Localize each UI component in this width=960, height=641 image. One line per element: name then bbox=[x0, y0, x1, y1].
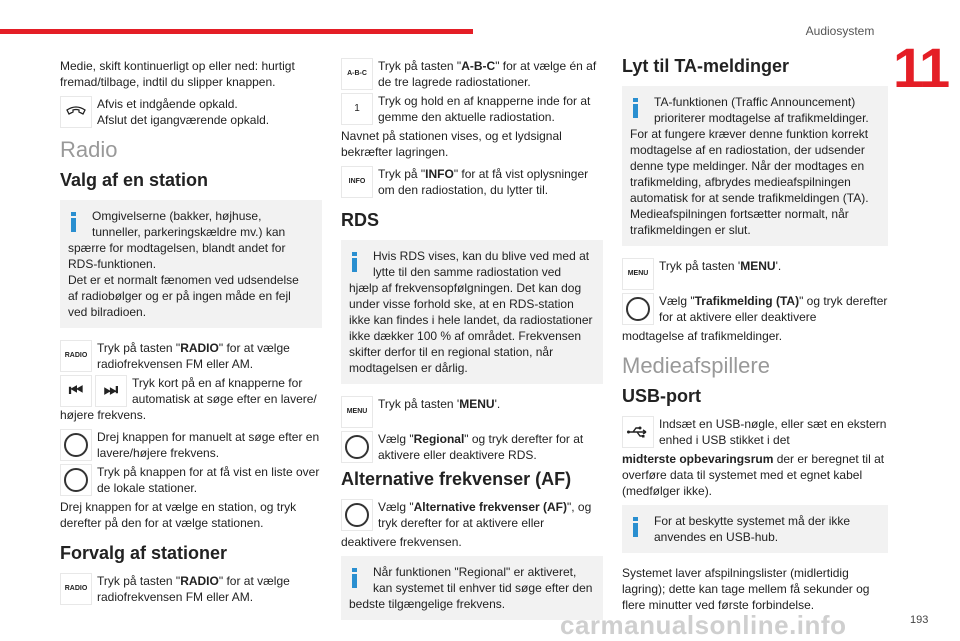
column-1 bbox=[60, 58, 322, 608]
radio-button-icon: RADIO bbox=[60, 573, 92, 605]
skip-text: Tryk kort på en af knapperne for automatisk at søge efter en lavere/ bbox=[132, 376, 317, 406]
af-tail: deaktivere frekvensen. bbox=[341, 535, 462, 549]
traffic-text: Vælg "Trafikmelding (TA)" og tryk derefter for at aktivere eller deaktivere bbox=[659, 294, 888, 324]
menu-row bbox=[341, 396, 603, 428]
rotary-knob-icon bbox=[341, 499, 373, 531]
usb-heading: USB-port bbox=[622, 386, 701, 406]
rds-heading: RDS bbox=[341, 210, 380, 230]
radio-text: Tryk på tasten "RADIO" for at vælge radiofrekvensen FM eller AM. bbox=[97, 341, 290, 371]
af-text: Vælg "Alternative frekvenser (AF)", og tryk derefter for at aktivere eller bbox=[378, 500, 592, 530]
note-rds bbox=[341, 240, 603, 384]
preset-one-row bbox=[341, 93, 603, 125]
af-row bbox=[341, 499, 603, 531]
info-button-icon: INFO bbox=[341, 166, 373, 198]
section-title: Audiosystem bbox=[805, 24, 875, 38]
radio-row-2 bbox=[60, 573, 322, 605]
phone-text: Afvis et indgående opkald. Afslut det igangværende opkald. bbox=[97, 97, 270, 127]
rotary-knob-icon bbox=[60, 429, 92, 461]
page-number: 193 bbox=[910, 614, 929, 626]
note-rest: spærre for modtagelsen, blandt andet for RDS-funktionen. Det er et normalt fænomen ved udsendelse af radiobølger og er på ingen måde en fejl ved bilradioen. bbox=[68, 241, 299, 319]
radio-row bbox=[60, 340, 322, 372]
radio-heading: Radio bbox=[60, 137, 118, 162]
info-row bbox=[341, 166, 603, 198]
note-reception bbox=[60, 200, 322, 328]
usb-text: Indsæt en USB-nøgle, eller sæt en ekstern enhed i USB stikket i det bbox=[659, 417, 887, 447]
preset-one-icon: 1 bbox=[341, 93, 373, 125]
skip-row bbox=[60, 375, 322, 407]
skip-tail: højere frekvens. bbox=[60, 408, 147, 422]
info-icon bbox=[351, 568, 359, 588]
note-first-line: Omgivelserne (bakker, højhuse, tunneller, parkeringskældre mv.) kan bbox=[92, 209, 286, 239]
note-first-line: For at beskytte systemet må der ikke anvendes en USB-hub. bbox=[654, 514, 851, 544]
one-text: Tryk og hold en af knapperne inde for at gemme den aktuelle radiostation. bbox=[378, 94, 591, 124]
skip-back-icon: ⏮ bbox=[60, 375, 92, 407]
abc-button-icon: A-B-C bbox=[341, 58, 373, 90]
phone-row bbox=[60, 96, 322, 128]
media-intro: Medie, skift kontinuerligt op eller ned: hurtigt fremad/tilbage, indtil du slipper knappen. bbox=[60, 59, 295, 89]
ta-heading: Lyt til TA-meldinger bbox=[622, 56, 790, 76]
watermark: carmanualsonline.info bbox=[560, 610, 847, 640]
top-accent-bar bbox=[0, 29, 473, 34]
knob2-tail: Drej knappen for at vælge en station, og tryk derefter på den for at vælge stationen. bbox=[60, 500, 297, 530]
traffic-row bbox=[622, 293, 888, 325]
knob2-text: Tryk på knappen for at få vist en liste over de lokale stationer. bbox=[97, 465, 320, 495]
note-rest: For at fungere kræver denne funktion korrekt modtagelse af en radiostation, der udsender denne type meldinger. Når der modtages en trafikmelding, afbrydes medieafspilningen automatisk for at sende trafikmeldingen (TA). Medieafspilningen fortsætter normalt, når trafikmeldingen er slut. bbox=[630, 127, 869, 237]
menu-button-icon: MENU bbox=[341, 396, 373, 428]
note-rest: hjælp af frekvensopfølgningen. Det kan dog under visse forhold ske, at en RDS-station ikke kan findes i hele landet, da radiostationer ikke dækker 100 % af området. Frekvensen skifter derfor til en regional station, når modtagelsen er dårlig. bbox=[349, 281, 593, 375]
usb-icon bbox=[622, 416, 654, 448]
skip-forward-icon: ⏭ bbox=[95, 375, 127, 407]
radio2-text: Tryk på tasten "RADIO" for at vælge radiofrekvensen FM eller AM. bbox=[97, 574, 290, 604]
radio-button-icon: RADIO bbox=[60, 340, 92, 372]
note-first-line: Når funktionen "Regional" er aktiveret, kan systemet til enhver tid søge efter den bbox=[373, 565, 593, 595]
playlist-text: Systemet laver afspilningslister (midlertidig lagring); dette kan tage mellem få sekunder og flere minutter ved første forbindelse. bbox=[622, 566, 870, 612]
menu-text: Tryk på tasten 'MENU'. bbox=[378, 397, 501, 411]
rotary-knob-icon bbox=[341, 431, 373, 463]
info-icon bbox=[632, 98, 640, 118]
knob-row-2 bbox=[60, 464, 322, 496]
menu-button-icon: MENU bbox=[622, 258, 654, 290]
abc-row bbox=[341, 58, 603, 90]
rotary-knob-icon bbox=[622, 293, 654, 325]
info-text: Tryk på "INFO" for at få vist oplysninger om den radiostation, du lytter til. bbox=[378, 167, 589, 197]
traffic-tail: modtagelse af trafikmeldinger. bbox=[622, 329, 783, 343]
station-select-heading: Valg af en station bbox=[60, 170, 209, 190]
info-icon bbox=[351, 252, 359, 272]
rotary-knob-icon bbox=[60, 464, 92, 496]
column-3 bbox=[622, 58, 888, 619]
regional-row bbox=[341, 431, 603, 463]
menu-text: Tryk på tasten 'MENU'. bbox=[659, 259, 782, 273]
abc-text: Tryk på tasten "A-B-C" for at vælge én af de tre lagrede radiostationer. bbox=[378, 59, 597, 89]
note-rest: bedste tilgængelige frekvens. bbox=[349, 597, 506, 611]
af-heading: Alternative frekvenser (AF) bbox=[341, 469, 572, 489]
menu-row bbox=[622, 258, 888, 290]
regional-text: Vælg "Regional" og tryk derefter for at aktivere eller deaktivere RDS. bbox=[378, 432, 584, 462]
one-tail: Navnet på stationen vises, og et lydsignal bekræfter lagringen. bbox=[341, 129, 562, 159]
media-players-heading: Medieafspillere bbox=[622, 353, 770, 378]
info-icon bbox=[70, 212, 78, 232]
note-usb-hub bbox=[622, 505, 888, 553]
usb-tail: midterste opbevaringsrum der er beregnet til at overføre data til systemet med et egnet kabel (medfølger ikke). bbox=[622, 452, 885, 498]
note-ta bbox=[622, 86, 888, 246]
column-2 bbox=[341, 58, 603, 632]
knob1-text: Drej knappen for manuelt at søge efter en lavere/højere frekvens. bbox=[97, 430, 320, 460]
hang-up-icon bbox=[60, 96, 92, 128]
note-first-line: TA-funktionen (Traffic Announcement) prioriterer modtagelse af trafikmeldinger. bbox=[654, 95, 869, 125]
info-icon bbox=[632, 517, 640, 537]
note-first-line: Hvis RDS vises, kan du blive ved med at lytte til den samme radiostation ved bbox=[373, 249, 590, 279]
usb-row bbox=[622, 416, 888, 448]
presets-heading: Forvalg af stationer bbox=[60, 543, 228, 563]
chapter-number: 11 bbox=[893, 36, 949, 99]
knob-row-1 bbox=[60, 429, 322, 461]
